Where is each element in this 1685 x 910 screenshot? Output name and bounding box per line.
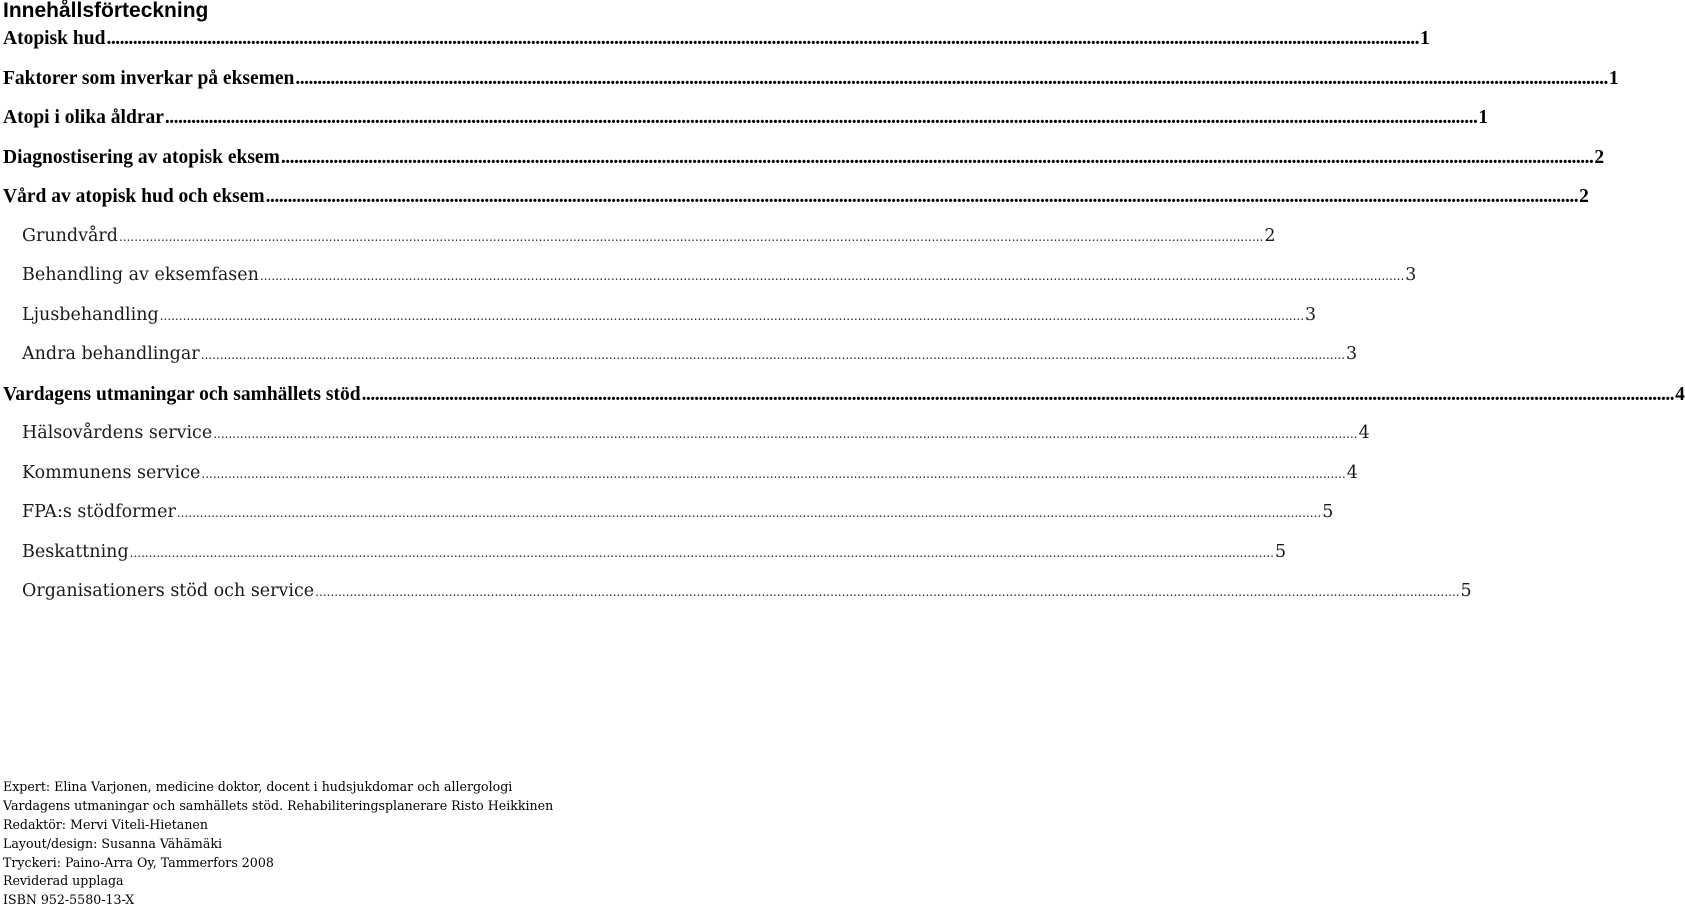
toc-leader-dots: ............................................................................................................................................................................................................................................................................................................ (295, 67, 1608, 89)
toc-entry-text: Kommunens service (22, 462, 201, 483)
toc-leader-dots: ............................................................................................................................................................................................................................................................................................................ (201, 466, 1346, 481)
toc-entry-text: FPA:s stödformer (22, 502, 176, 522)
toc-entry[interactable] (3, 186, 1589, 216)
toc-leader-dots: ............................................................................................................................................................................................................................................................................................................ (259, 269, 1405, 283)
toc-entry-text: Faktorer som inverkar på eksemen (3, 67, 295, 89)
toc-entry-text: Atopi i olika åldrar (3, 107, 164, 128)
toc-leader-dots: ............................................................................................................................................................................................................................................................................................................ (129, 545, 1274, 560)
toc-entry-text: Ljusbehandling (22, 304, 159, 325)
toc-entry[interactable] (22, 462, 1358, 493)
toc-entry-page: 5 (1322, 502, 1334, 522)
toc-leader-dots: ............................................................................................................................................................................................................................................................................................................ (164, 107, 1478, 128)
toc-entry-page: 1 (1608, 67, 1619, 89)
toc-entry-page: 3 (1346, 344, 1358, 364)
toc-entry-text: Beskattning (22, 541, 129, 562)
credit-printer: Tryckeri: Paino-Arra Oy, Tammerfors 2008 (3, 854, 274, 870)
toc-leader-dots: ............................................................................................................................................................................................................................................................................................................ (118, 229, 1264, 244)
toc-title: Innehållsförteckning (3, 0, 209, 22)
toc-entry[interactable] (3, 107, 1489, 137)
toc-entry-page: 1 (1419, 28, 1430, 49)
credit-expert: Expert: Elina Varjonen, medicine doktor, docent i hudsjukdomar och allergologi (3, 779, 513, 794)
toc-entry[interactable] (22, 304, 1317, 335)
toc-entry-page: 2 (1264, 225, 1276, 246)
toc-entry-page: 4 (1675, 383, 1685, 405)
toc-entry-page: 4 (1346, 462, 1358, 483)
toc-entry-page: 2 (1579, 186, 1589, 207)
toc-leader-dots: ............................................................................................................................................................................................................................................................................................................ (265, 186, 1579, 207)
toc-entry[interactable] (22, 225, 1276, 256)
toc-leader-dots: ............................................................................................................................................................................................................................................................................................................ (176, 506, 1322, 520)
toc-entry-page: 3 (1405, 265, 1417, 285)
toc-entry-text: Behandling av eksemfasen (22, 265, 259, 285)
credit-edition: Reviderad upplaga (3, 873, 124, 889)
toc-entry[interactable] (22, 265, 1417, 295)
toc-entry-page: 1 (1478, 107, 1489, 128)
toc-entry[interactable] (3, 28, 1430, 58)
toc-entry-text: Vardagens utmaningar och samhällets stöd (3, 383, 361, 405)
toc-leader-dots: ............................................................................................................................................................................................................................................................................................................ (106, 28, 1419, 49)
toc-entry[interactable] (3, 67, 1619, 98)
toc-entry-text: Diagnostisering av atopisk eksem (3, 146, 280, 168)
credit-layout: Layout/design: Susanna Vähämäki (3, 835, 223, 851)
toc-entry-text: Andra behandlingar (22, 344, 200, 364)
toc-leader-dots: ............................................................................................................................................................................................................................................................................................................ (200, 348, 1346, 362)
toc-entry-text: Hälsovårdens service (22, 423, 213, 443)
toc-leader-dots: ............................................................................................................................................................................................................................................................................................................ (213, 427, 1358, 441)
toc-leader-dots: ............................................................................................................................................................................................................................................................................................................ (361, 383, 1675, 405)
toc-entry[interactable] (3, 146, 1605, 177)
toc-entry[interactable] (22, 423, 1370, 453)
toc-entry-page: 5 (1460, 581, 1472, 601)
credit-isbn: ISBN 952-5580-13-X (3, 892, 135, 908)
credits-block (3, 778, 553, 910)
toc-leader-dots: ............................................................................................................................................................................................................................................................................................................ (280, 146, 1594, 168)
toc-entry-text: Grundvård (22, 225, 118, 246)
toc-entry[interactable] (22, 541, 1287, 572)
toc-entry[interactable] (22, 502, 1334, 532)
toc-entry-page: 2 (1594, 146, 1605, 168)
toc-leader-dots: ............................................................................................................................................................................................................................................................................................................ (159, 308, 1305, 323)
toc-leader-dots: ............................................................................................................................................................................................................................................................................................................ (315, 585, 1460, 599)
toc-entry-text: Organisationers stöd och service (22, 581, 315, 601)
toc-entry-text: Atopisk hud (3, 28, 106, 49)
toc-entry-page: 5 (1274, 541, 1287, 562)
toc-entry[interactable] (22, 344, 1358, 374)
toc-entry-page: 3 (1305, 304, 1317, 325)
toc-entry[interactable] (3, 383, 1685, 414)
toc-entry[interactable] (22, 581, 1472, 611)
toc-entry-page: 4 (1358, 423, 1370, 443)
credit-rehabilitation: Vardagens utmaningar och samhällets stöd. Rehabiliteringsplanerare Risto Heikkinen (3, 797, 554, 813)
credit-editor: Redaktör: Mervi Viteli-Hietanen (3, 816, 208, 832)
toc-entry-text: Vård av atopisk hud och eksem (3, 186, 265, 207)
